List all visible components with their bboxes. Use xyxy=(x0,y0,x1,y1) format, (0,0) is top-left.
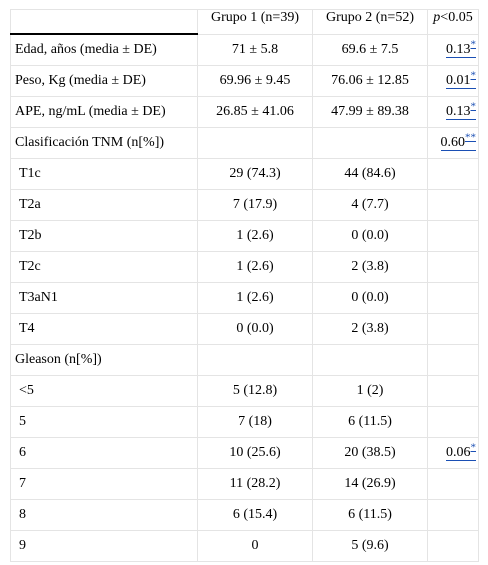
grupo-1-value: 7 (17.9) xyxy=(198,190,313,221)
row-label: Peso, Kg (media ± DE) xyxy=(11,66,198,97)
p-value-cell xyxy=(428,376,479,407)
p-value-cell xyxy=(428,190,479,221)
grupo-2-value: 20 (38.5) xyxy=(313,438,428,469)
header-p-value xyxy=(428,10,479,35)
p-value: 0.06 xyxy=(446,445,471,460)
header-blank-cell xyxy=(11,10,198,35)
grupo-1-value: 1 (2.6) xyxy=(198,283,313,314)
table-row xyxy=(11,252,479,283)
grupo-2-value: 1 (2) xyxy=(313,376,428,407)
p-value-cell xyxy=(428,34,479,66)
grupo-1-value: 5 (12.8) xyxy=(198,376,313,407)
p-value: 0.13 xyxy=(446,104,471,119)
table-row xyxy=(11,221,479,252)
row-label: T2a xyxy=(11,190,198,221)
footnote-link[interactable]: * xyxy=(470,100,476,113)
p-value-with-footnote xyxy=(446,69,476,89)
grupo-2-value: 0 (0.0) xyxy=(313,221,428,252)
header-p-italic: p xyxy=(433,10,441,25)
table-row xyxy=(11,34,479,66)
row-label: Gleason (n[%]) xyxy=(11,345,198,376)
grupo-1-value: 0 (0.0) xyxy=(198,314,313,345)
p-value-cell xyxy=(428,531,479,562)
grupo-1-value: 29 (74.3) xyxy=(198,159,313,190)
p-value-cell xyxy=(428,314,479,345)
row-label: T3aN1 xyxy=(11,283,198,314)
table-row xyxy=(11,159,479,190)
grupo-2-value: 4 (7.7) xyxy=(313,190,428,221)
grupo-1-value: 10 (25.6) xyxy=(198,438,313,469)
header-grupo-1: Grupo 1 (n=39) xyxy=(198,10,313,35)
table-header xyxy=(11,10,479,35)
table-row xyxy=(11,376,479,407)
grupo-2-value: 6 (11.5) xyxy=(313,500,428,531)
grupo-1-value: 1 (2.6) xyxy=(198,252,313,283)
row-label: 6 xyxy=(11,438,198,469)
grupo-2-value xyxy=(313,128,428,159)
grupo-1-value: 0 xyxy=(198,531,313,562)
table-row xyxy=(11,283,479,314)
p-value-cell xyxy=(428,345,479,376)
table-body xyxy=(11,34,479,562)
table-row xyxy=(11,97,479,128)
p-value-cell xyxy=(428,438,479,469)
data-table-container xyxy=(10,9,479,562)
p-value-with-footnote xyxy=(446,38,476,58)
table-row xyxy=(11,469,479,500)
row-label: T2b xyxy=(11,221,198,252)
p-value-cell xyxy=(428,407,479,438)
row-label: <5 xyxy=(11,376,198,407)
grupo-2-value: 69.6 ± 7.5 xyxy=(313,34,428,66)
row-label: 7 xyxy=(11,469,198,500)
grupo-1-value xyxy=(198,345,313,376)
p-value: 0.01 xyxy=(446,73,471,88)
p-value-cell xyxy=(428,66,479,97)
p-value-cell xyxy=(428,97,479,128)
footnote-link[interactable]: * xyxy=(470,69,476,82)
header-grupo-2: Grupo 2 (n=52) xyxy=(313,10,428,35)
table-row xyxy=(11,190,479,221)
row-label: 5 xyxy=(11,407,198,438)
p-value-cell xyxy=(428,500,479,531)
p-value-with-footnote xyxy=(440,131,477,151)
header-row xyxy=(11,10,479,35)
table-row xyxy=(11,531,479,562)
row-label: Clasificación TNM (n[%]) xyxy=(11,128,198,159)
grupo-2-value xyxy=(313,345,428,376)
grupo-2-value: 44 (84.6) xyxy=(313,159,428,190)
table-row xyxy=(11,345,479,376)
p-value-with-footnote xyxy=(446,100,476,120)
table-row xyxy=(11,314,479,345)
grupo-2-value: 0 (0.0) xyxy=(313,283,428,314)
grupo-1-value: 11 (28.2) xyxy=(198,469,313,500)
row-label: T2c xyxy=(11,252,198,283)
row-label: Edad, años (media ± DE) xyxy=(11,34,198,66)
grupo-1-value: 6 (15.4) xyxy=(198,500,313,531)
grupo-2-value: 6 (11.5) xyxy=(313,407,428,438)
p-value-cell xyxy=(428,469,479,500)
table-row xyxy=(11,500,479,531)
grupo-1-value: 71 ± 5.8 xyxy=(198,34,313,66)
p-value-cell xyxy=(428,221,479,252)
grupo-2-value: 2 (3.8) xyxy=(313,314,428,345)
grupo-2-value: 76.06 ± 12.85 xyxy=(313,66,428,97)
p-value-cell xyxy=(428,252,479,283)
grupo-2-value: 14 (26.9) xyxy=(313,469,428,500)
table-row xyxy=(11,438,479,469)
header-p-threshold: <0.05 xyxy=(440,10,473,25)
table-row xyxy=(11,128,479,159)
row-label: APE, ng/mL (media ± DE) xyxy=(11,97,198,128)
row-label: T1c xyxy=(11,159,198,190)
footnote-link[interactable]: ** xyxy=(465,131,476,144)
grupo-2-value: 5 (9.6) xyxy=(313,531,428,562)
row-label: 9 xyxy=(11,531,198,562)
footnote-link[interactable]: * xyxy=(470,441,476,454)
p-value-cell xyxy=(428,283,479,314)
row-label: 8 xyxy=(11,500,198,531)
footnote-link[interactable]: * xyxy=(470,38,476,51)
grupo-1-value xyxy=(198,128,313,159)
grupo-1-value: 7 (18) xyxy=(198,407,313,438)
p-value-cell xyxy=(428,159,479,190)
grupo-1-value: 26.85 ± 41.06 xyxy=(198,97,313,128)
p-value-cell xyxy=(428,128,479,159)
grupo-1-value: 1 (2.6) xyxy=(198,221,313,252)
p-value: 0.13 xyxy=(446,41,471,57)
results-table xyxy=(10,9,479,562)
table-row xyxy=(11,407,479,438)
p-value-with-footnote xyxy=(446,441,476,461)
grupo-2-value: 2 (3.8) xyxy=(313,252,428,283)
table-row xyxy=(11,66,479,97)
grupo-1-value: 69.96 ± 9.45 xyxy=(198,66,313,97)
p-value: 0.60 xyxy=(440,135,465,150)
row-label: T4 xyxy=(11,314,198,345)
grupo-2-value: 47.99 ± 89.38 xyxy=(313,97,428,128)
